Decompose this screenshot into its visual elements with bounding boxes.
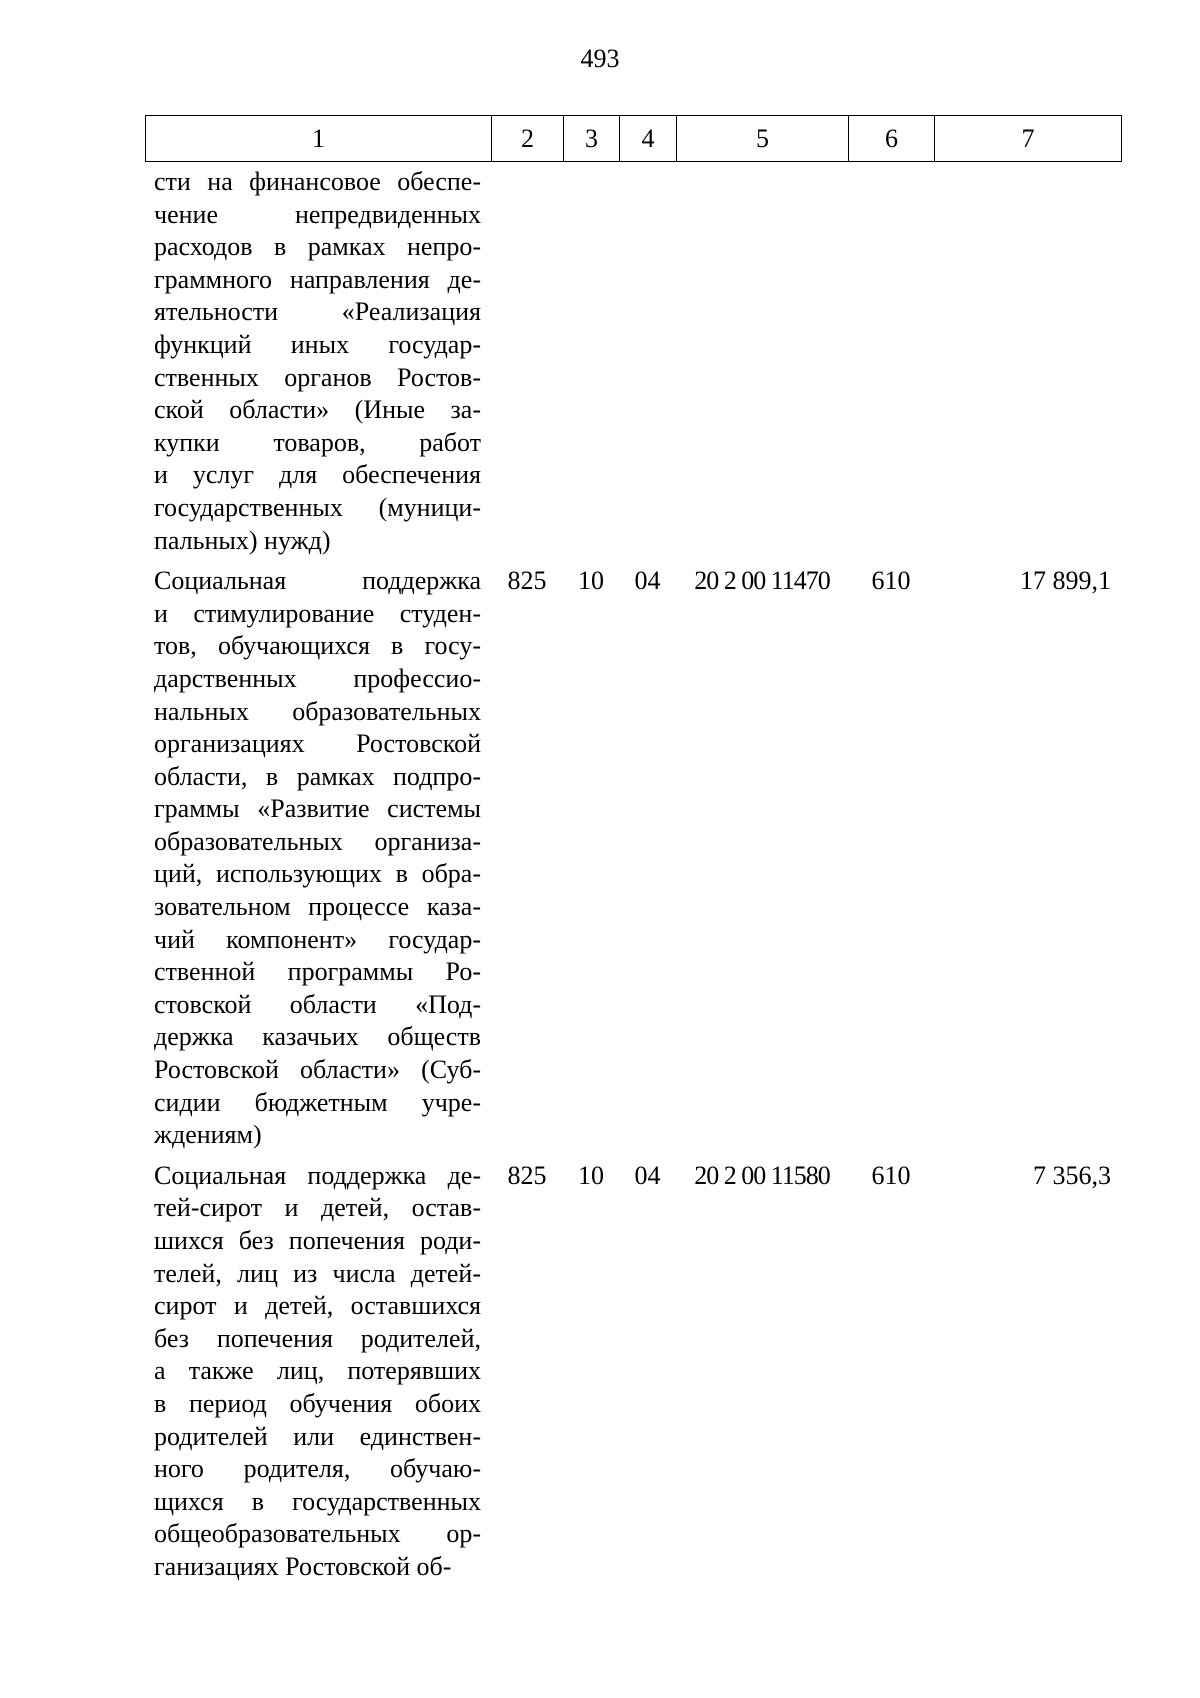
description-line: ятельности «Реализация	[154, 297, 481, 327]
description-line: образовательных организа-	[154, 826, 481, 856]
description-line: сирот и детей, оставшихся	[154, 1291, 481, 1321]
description-line: тов, обучающихся в госу-	[154, 631, 481, 661]
description-line: дарственных профессио-	[154, 663, 481, 693]
description-line: и стимулирование студен-	[154, 598, 481, 628]
description-line: в период обучения обоих	[154, 1388, 481, 1418]
description-line: функций иных государ-	[154, 329, 481, 359]
header-cell-6: 6	[849, 116, 935, 162]
description-line: держка казачьих обществ	[154, 1022, 481, 1052]
description-line: области, в рамках подпро-	[154, 761, 481, 791]
description-line: ного родителя, обучаю-	[154, 1454, 481, 1484]
target-article-cell: 20 2 00 11470	[694, 566, 830, 596]
header-cell-3: 3	[564, 116, 620, 162]
row-description	[145, 166, 491, 557]
row-description	[145, 1160, 491, 1584]
ministry-code-cell: 825	[507, 566, 547, 596]
header-cell-7: 7	[935, 116, 1122, 162]
description-line: Социальная поддержка	[154, 566, 481, 596]
header-cell-4: 4	[620, 116, 677, 162]
description-line: нальных образовательных	[154, 696, 481, 726]
description-line: ственных органов Ростов-	[154, 362, 481, 392]
description-line: а также лиц, потерявших	[154, 1356, 481, 1386]
description-line: сти на финансовое обеспе-	[154, 167, 481, 196]
amount-cell: 7 356,3	[1033, 1160, 1111, 1190]
description-line: чий компонент» государ-	[154, 924, 481, 954]
page-number: 493	[580, 44, 620, 73]
description-line: и услуг для обеспечения	[154, 460, 481, 490]
description-line: Социальная поддержка де-	[154, 1160, 481, 1190]
description-line: шихся без попечения роди-	[154, 1226, 481, 1255]
description-line: сидии бюджетным учре-	[154, 1087, 481, 1117]
expense-type-cell: 610	[871, 1160, 911, 1190]
ministry-code-cell: 825	[507, 1160, 547, 1190]
subsection-code-cell: 04	[634, 566, 661, 596]
table-row	[145, 565, 1121, 1152]
header-row	[146, 116, 1122, 162]
table-body	[145, 166, 1121, 1584]
subsection-code-cell: 04	[634, 1160, 661, 1190]
description-line: зовательном процессе каза-	[154, 892, 481, 922]
section-code-cell: 10	[578, 566, 604, 596]
description-line: телей, лиц из числа детей-	[154, 1258, 481, 1288]
header-cell-5: 5	[677, 116, 849, 162]
description-line: Ростовской области» (Суб-	[154, 1055, 481, 1085]
description-line: родителей или единствен-	[154, 1421, 481, 1451]
table-row	[145, 166, 1121, 557]
description-line: организациях Ростовской	[154, 729, 481, 759]
header-cell-1: 1	[146, 116, 492, 162]
target-article-cell: 20 2 00 11580	[694, 1160, 830, 1190]
description-line: общеобразовательных ор-	[154, 1519, 481, 1549]
description-line: без попечения родителей,	[154, 1323, 481, 1353]
description-line: ганизациях Ростовской об-	[154, 1551, 452, 1581]
description-line: щихся в государственных	[154, 1486, 481, 1516]
description-line: пальных) нужд)	[154, 525, 331, 555]
description-line: стовской области «Под-	[154, 989, 481, 1019]
description-line: расходов в рамках непро-	[154, 232, 481, 262]
description-line: ций, использующих в обра-	[154, 859, 481, 889]
description-line: ждениям)	[154, 1120, 262, 1150]
amount-cell: 17 899,1	[1020, 566, 1111, 596]
row-description	[145, 565, 491, 1152]
section-code-cell: 10	[578, 1160, 604, 1190]
description-line: ской области» (Иные за-	[154, 395, 481, 425]
table-row	[145, 1160, 1121, 1584]
header-cell-2: 2	[492, 116, 564, 162]
expense-type-cell: 610	[871, 566, 911, 596]
description-line: тей-сирот и детей, остав-	[154, 1193, 481, 1223]
description-line: государственных (муници-	[154, 492, 481, 522]
description-line: граммы «Развитие системы	[154, 794, 481, 824]
description-line: чение непредвиденных	[154, 199, 481, 229]
description-line: купки товаров, работ	[154, 427, 481, 457]
table-header	[145, 115, 1122, 162]
description-line: ственной программы Ро-	[154, 957, 481, 987]
description-line: граммного направления де-	[154, 264, 481, 294]
